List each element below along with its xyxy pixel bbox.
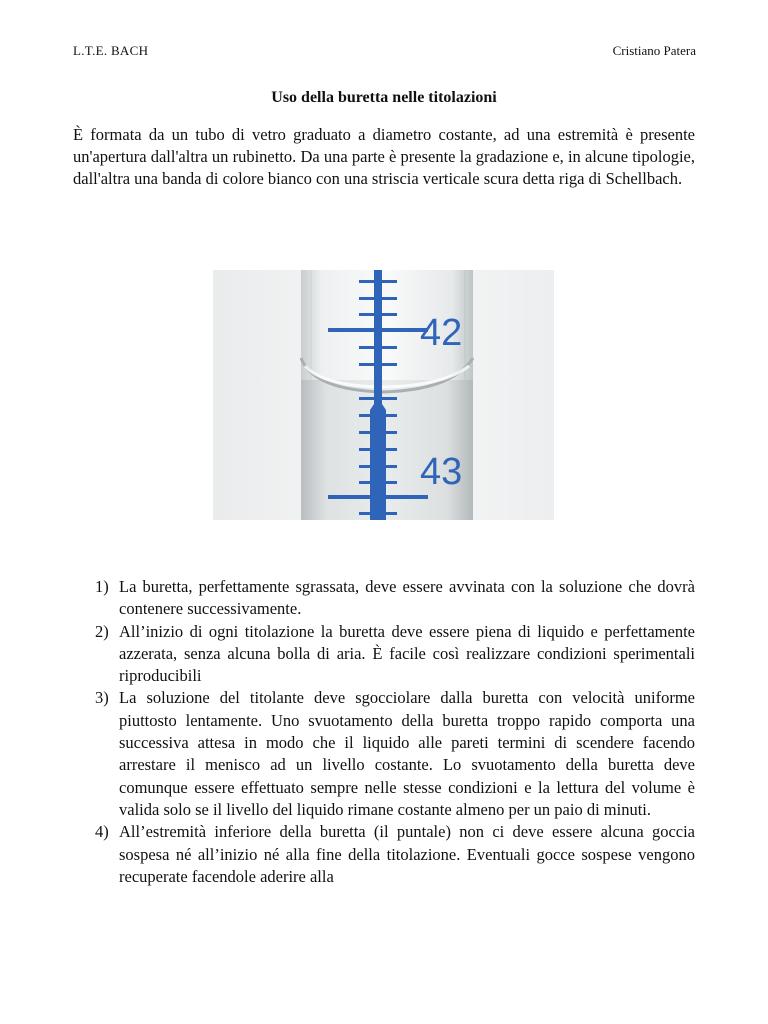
list-item-number: 1) [95, 577, 109, 596]
intro-paragraph: È formata da un tubo di vetro graduato a diametro costante, ad una estremità è presente un'apertura dall'altra un rubinetto. Da una parte è presente la gradazione e, in alcune tipologie, dall'altra una banda di colore bianco con una striscia verticale scura detta riga di Schellbach. [73, 125, 695, 189]
list-item-number: 2) [95, 621, 109, 641]
scale-label-42: 42 [420, 312, 463, 354]
list-item-text: La soluzione del titolante deve sgocciolare dalla buretta con velocità uniforme piuttosto lentamente. Uno svuotamento della buretta troppo rapido comporta una successiva attesa in modo che il liquido alle pareti termini di scendere facendo arrestare il menisco ad un livello costante. Lo svuotamento della buretta deve comunque essere effettuato sempre nelle stesse condizioni e la lettura del volume è valida solo se il livello del liquido rimane costante almeno per un paio di minuti. [119, 688, 695, 819]
list-item [73, 621, 695, 688]
list-item [73, 576, 695, 621]
procedure-list [73, 576, 695, 888]
list-item [73, 821, 695, 888]
list-item [73, 687, 695, 821]
list-item-text: All’inizio di ogni titolazione la buretta deve essere piena di liquido e perfettamente azzerata, senza alcuna bolla di aria. È facile così realizzare condizioni sperimentali riproducibili [119, 621, 695, 686]
list-item-number: 3) [95, 688, 109, 708]
list-item-number: 4) [95, 822, 109, 842]
scale-label-43: 43 [420, 451, 463, 493]
header-author: Cristiano Patera [612, 43, 696, 58]
burette-photo [213, 270, 554, 520]
list-item-text: La buretta, perfettamente sgrassata, deve essere avvinata con la soluzione che dovrà contenere successivamente. [119, 577, 695, 619]
page-title: Uso della buretta nelle titolazioni [271, 89, 497, 106]
header-school: L.T.E. BACH [73, 43, 149, 58]
list-item-text: All’estremità inferiore della buretta (il puntale) non ci deve essere alcuna goccia sospesa né all’inizio né alla fine della titolazione. Eventuali gocce sospese vengono recuperate facendole aderire alla [119, 822, 695, 886]
